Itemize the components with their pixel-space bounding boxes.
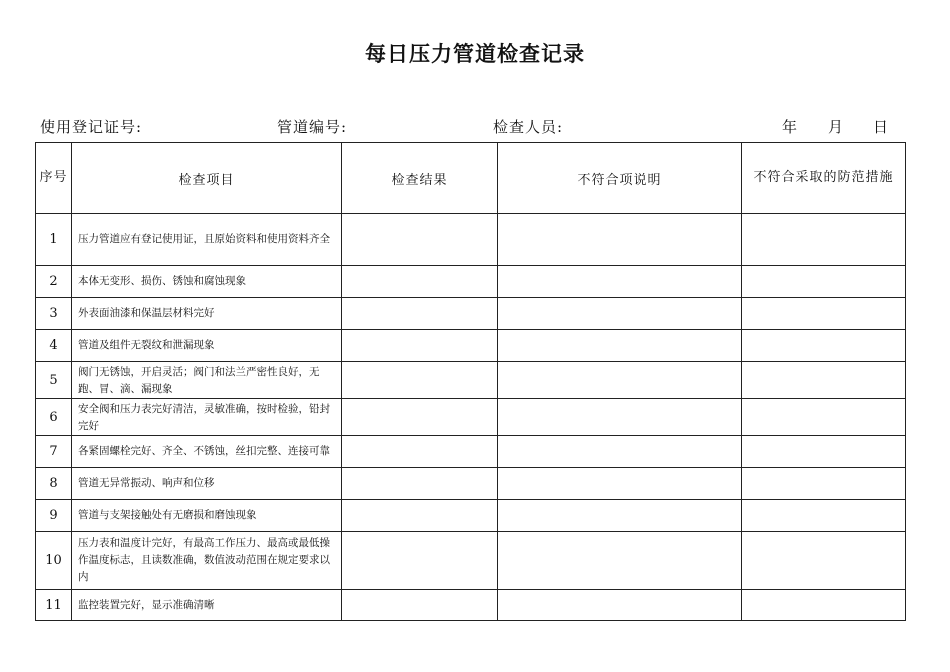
row-item: 压力管道应有登记使用证，且原始资料和使用资料齐全 bbox=[72, 214, 342, 266]
result-cell[interactable] bbox=[342, 468, 498, 500]
row-number: 5 bbox=[36, 362, 72, 399]
row-item: 压力表和温度计完好，有最高工作压力、最高或最低操作温度标志，且读数准确，数值波动范围在规定要求以内 bbox=[72, 532, 342, 590]
row-item: 外表面油漆和保温层材料完好 bbox=[72, 298, 342, 330]
table-header-row bbox=[36, 143, 906, 214]
table-row bbox=[36, 590, 906, 621]
registration-number-label: 使用登记证号: bbox=[40, 118, 143, 136]
row-item: 管道及组件无裂纹和泄漏现象 bbox=[72, 330, 342, 362]
result-cell[interactable] bbox=[342, 436, 498, 468]
result-cell[interactable] bbox=[342, 214, 498, 266]
measures-cell[interactable] bbox=[742, 468, 906, 500]
noncompliance-cell[interactable] bbox=[498, 298, 742, 330]
row-number: 6 bbox=[36, 399, 72, 436]
table-row bbox=[36, 298, 906, 330]
day-label: 日 bbox=[873, 118, 890, 136]
noncompliance-cell[interactable] bbox=[498, 590, 742, 621]
header-result: 检查结果 bbox=[342, 143, 498, 214]
result-cell[interactable] bbox=[342, 298, 498, 330]
measures-cell[interactable] bbox=[742, 214, 906, 266]
noncompliance-cell[interactable] bbox=[498, 500, 742, 532]
result-cell[interactable] bbox=[342, 330, 498, 362]
row-item: 管道无异常振动、响声和位移 bbox=[72, 468, 342, 500]
noncompliance-cell[interactable] bbox=[498, 468, 742, 500]
row-item: 本体无变形、损伤、锈蚀和腐蚀现象 bbox=[72, 266, 342, 298]
page-title: 每日压力管道检查记录 bbox=[365, 41, 585, 66]
header-measures: 不符合采取的防范措施 bbox=[742, 143, 906, 214]
row-number: 8 bbox=[36, 468, 72, 500]
result-cell[interactable] bbox=[342, 362, 498, 399]
table-row bbox=[36, 500, 906, 532]
noncompliance-cell[interactable] bbox=[498, 362, 742, 399]
row-item-text: 阀门无锈蚀，开启灵活；阀门和法兰严密性良好，无跑、冒、滴、漏现象 bbox=[78, 366, 320, 395]
row-number: 2 bbox=[36, 266, 72, 298]
row-item bbox=[72, 399, 342, 436]
table-row bbox=[36, 436, 906, 468]
noncompliance-cell[interactable] bbox=[498, 330, 742, 362]
measures-cell[interactable] bbox=[742, 330, 906, 362]
pipe-number-label: 管道编号: bbox=[277, 118, 348, 136]
measures-cell[interactable] bbox=[742, 500, 906, 532]
row-number: 11 bbox=[36, 590, 72, 621]
row-number: 10 bbox=[36, 532, 72, 590]
noncompliance-cell[interactable] bbox=[498, 266, 742, 298]
table-row bbox=[36, 468, 906, 500]
measures-cell[interactable] bbox=[742, 298, 906, 330]
row-number: 1 bbox=[36, 214, 72, 266]
inspection-table bbox=[35, 142, 906, 621]
noncompliance-cell[interactable] bbox=[498, 532, 742, 590]
result-cell[interactable] bbox=[342, 399, 498, 436]
row-item: 管道与支架接触处有无磨损和磨蚀现象 bbox=[72, 500, 342, 532]
noncompliance-cell[interactable] bbox=[498, 399, 742, 436]
table-row bbox=[36, 362, 906, 399]
measures-cell[interactable] bbox=[742, 266, 906, 298]
table-row bbox=[36, 330, 906, 362]
noncompliance-cell[interactable] bbox=[498, 436, 742, 468]
row-item-text: 安全阀和压力表完好清洁，灵敏准确，按时检验，铅封完好 bbox=[78, 403, 330, 432]
result-cell[interactable] bbox=[342, 590, 498, 621]
row-item bbox=[72, 436, 342, 468]
result-cell[interactable] bbox=[342, 500, 498, 532]
month-label: 月 bbox=[828, 118, 845, 136]
table-row bbox=[36, 214, 906, 266]
result-cell[interactable] bbox=[342, 532, 498, 590]
measures-cell[interactable] bbox=[742, 399, 906, 436]
table-row bbox=[36, 266, 906, 298]
result-cell[interactable] bbox=[342, 266, 498, 298]
noncompliance-cell[interactable] bbox=[498, 214, 742, 266]
year-label: 年 bbox=[782, 118, 799, 136]
row-number: 3 bbox=[36, 298, 72, 330]
row-item: 监控装置完好，显示准确清晰 bbox=[72, 590, 342, 621]
header-noncompliance: 不符合项说明 bbox=[498, 143, 742, 214]
row-number: 7 bbox=[36, 436, 72, 468]
inspector-label: 检查人员: bbox=[493, 118, 564, 136]
measures-cell[interactable] bbox=[742, 362, 906, 399]
row-number: 4 bbox=[36, 330, 72, 362]
row-item bbox=[72, 362, 342, 399]
row-item-text: 各紧固螺栓完好、齐全、不锈蚀，丝扣完整、连接可靠 bbox=[78, 445, 330, 457]
header-number: 序号 bbox=[36, 143, 72, 214]
measures-cell[interactable] bbox=[742, 590, 906, 621]
measures-cell[interactable] bbox=[742, 532, 906, 590]
table-row bbox=[36, 532, 906, 590]
row-number: 9 bbox=[36, 500, 72, 532]
measures-cell[interactable] bbox=[742, 436, 906, 468]
table-row bbox=[36, 399, 906, 436]
header-item: 检查项目 bbox=[72, 143, 342, 214]
